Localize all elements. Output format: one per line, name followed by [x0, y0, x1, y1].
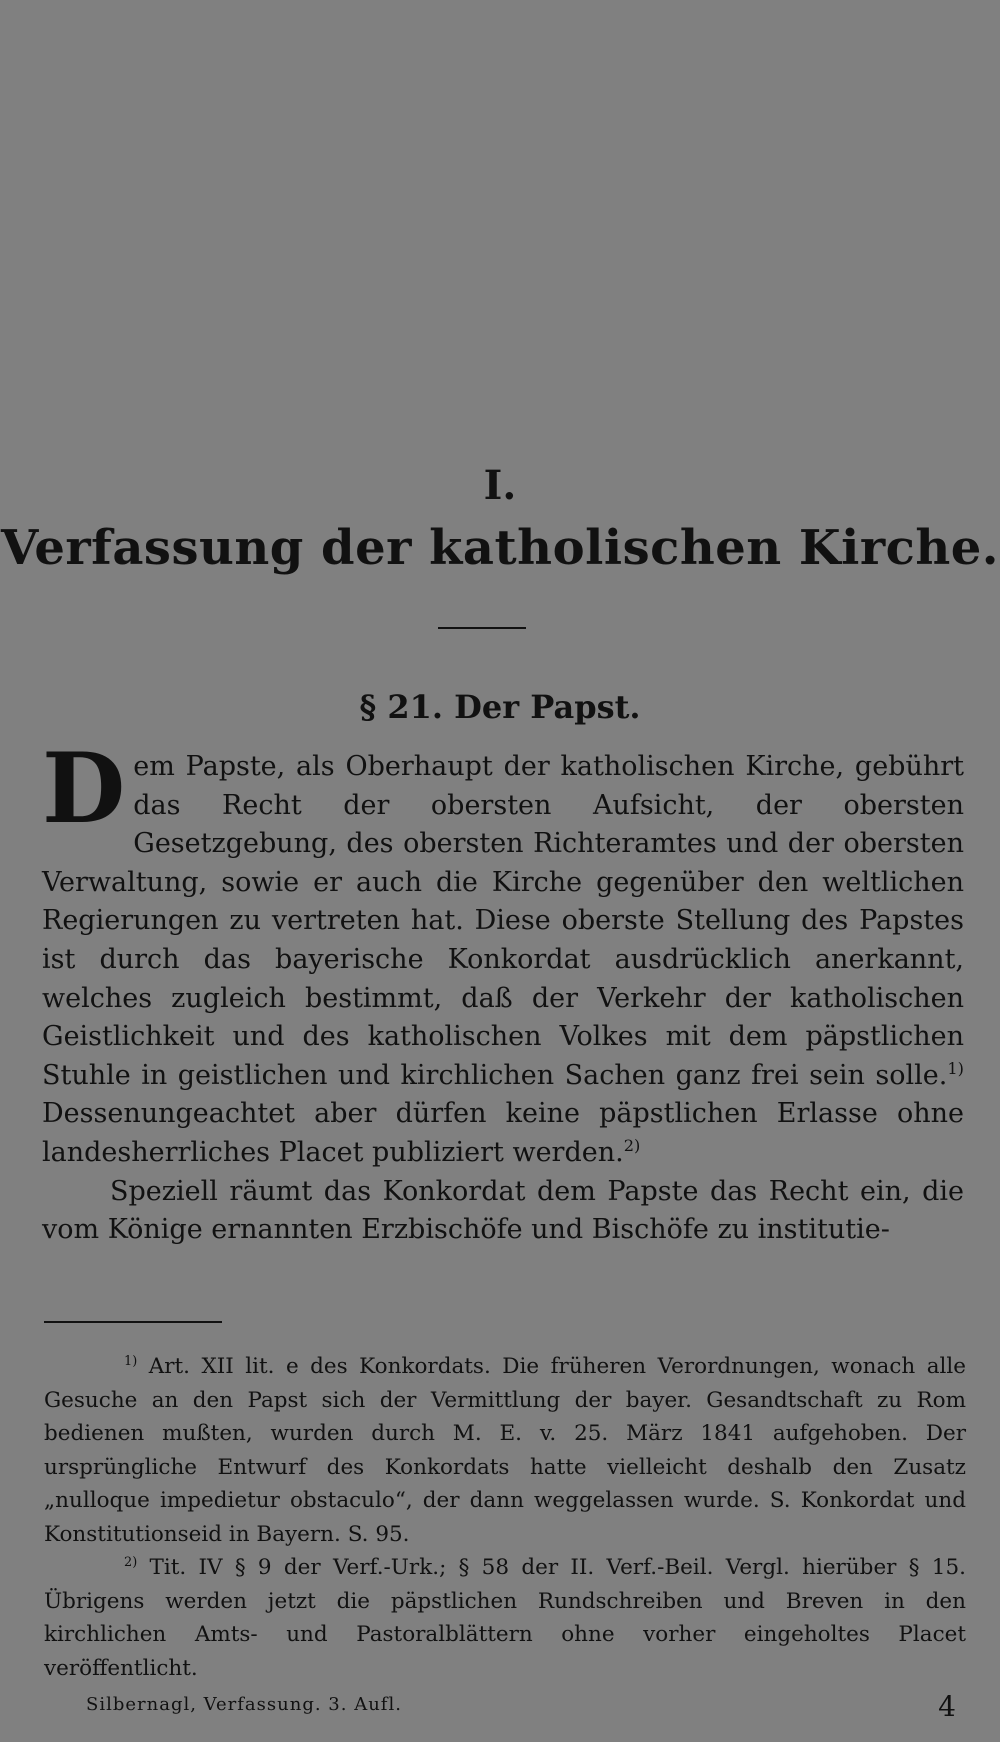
paragraph-1-text: em Papste, als Oberhaupt der katholischen Kirche, gebührt das Recht der obersten Aufsicht, der obersten Gesetzgebung, des obersten Richteramtes und der obersten Verwaltung, sowie er auch die Kirche gegenüber den weltlichen Regierungen zu vertreten hat. Diese oberste Stellung des Papstes ist durch das bayerische Konkordat ausdrücklich anerkannt, welches zugleich bestimmt, daß der Verkehr der katholischen Geistlichkeit und des katholischen Volkes mit dem päpstlichen Stuhle in geistlichen und kirchlichen Sachen ganz frei sein solle. [42, 751, 964, 1091]
footnotes [44, 1350, 966, 1685]
footnote-1-marker: 1) [124, 1353, 138, 1369]
page-number: 4 [938, 1690, 956, 1723]
footnote-divider [44, 1321, 222, 1323]
running-footer: Silbernagl, Verfassung. 3. Aufl. [86, 1694, 402, 1715]
footnote-2-text: Tit. IV § 9 der Verf.-Urk.; § 58 der II. Verf.-Beil. Vergl. hierüber § 15. Übrigens werden jetzt die päpstlichen Rundschreiben und Breven in den kirchlichen Amts- und Pastoralblättern ohne vorher eingeholtes Placet veröffentlicht. [44, 1555, 966, 1681]
chapter-title: Verfassung der katholischen Kirche. [1, 520, 999, 576]
footnote-ref-1: 1) [947, 1058, 964, 1078]
drop-cap: D [42, 732, 126, 845]
body-text [42, 732, 964, 1250]
paragraph-1 [42, 732, 964, 1173]
footnote-ref-2: 2) [623, 1135, 641, 1155]
title-divider [438, 627, 526, 629]
section-heading: § 21. Der Papst. [359, 688, 641, 726]
footnote-2 [44, 1551, 966, 1685]
footnote-1-text: Art. XII lit. e des Konkordats. Die früheren Verordnungen, wonach alle Gesuche an den Papst sich der Vermittlung der bayer. Gesandtschaft zu Rom bedienen mußten, wurden durch M. E. v. 25. März 1841 aufgehoben. Der ursprüngliche Entwurf des Konkordats hatte vielleicht deshalb den Zusatz „nulloque impedietur obstaculo“, der dann weggelassen wurde. S. Konkordat und Konstitutionseid in Bayern. S. 95. [44, 1354, 966, 1547]
footnote-2-marker: 2) [124, 1554, 138, 1570]
footnote-1 [44, 1350, 966, 1551]
paragraph-1-continued: Dessenungeachtet aber dürfen keine päpstlichen Erlasse ohne landesherrliches Placet publiziert werden. [42, 1098, 964, 1168]
paragraph-2: Speziell räumt das Konkordat dem Papste das Recht ein, die vom Könige ernannten Erzbischöfe und Bischöfe zu institutie- [42, 1175, 964, 1246]
chapter-number: I. [483, 462, 517, 509]
page-footer [86, 1690, 956, 1724]
